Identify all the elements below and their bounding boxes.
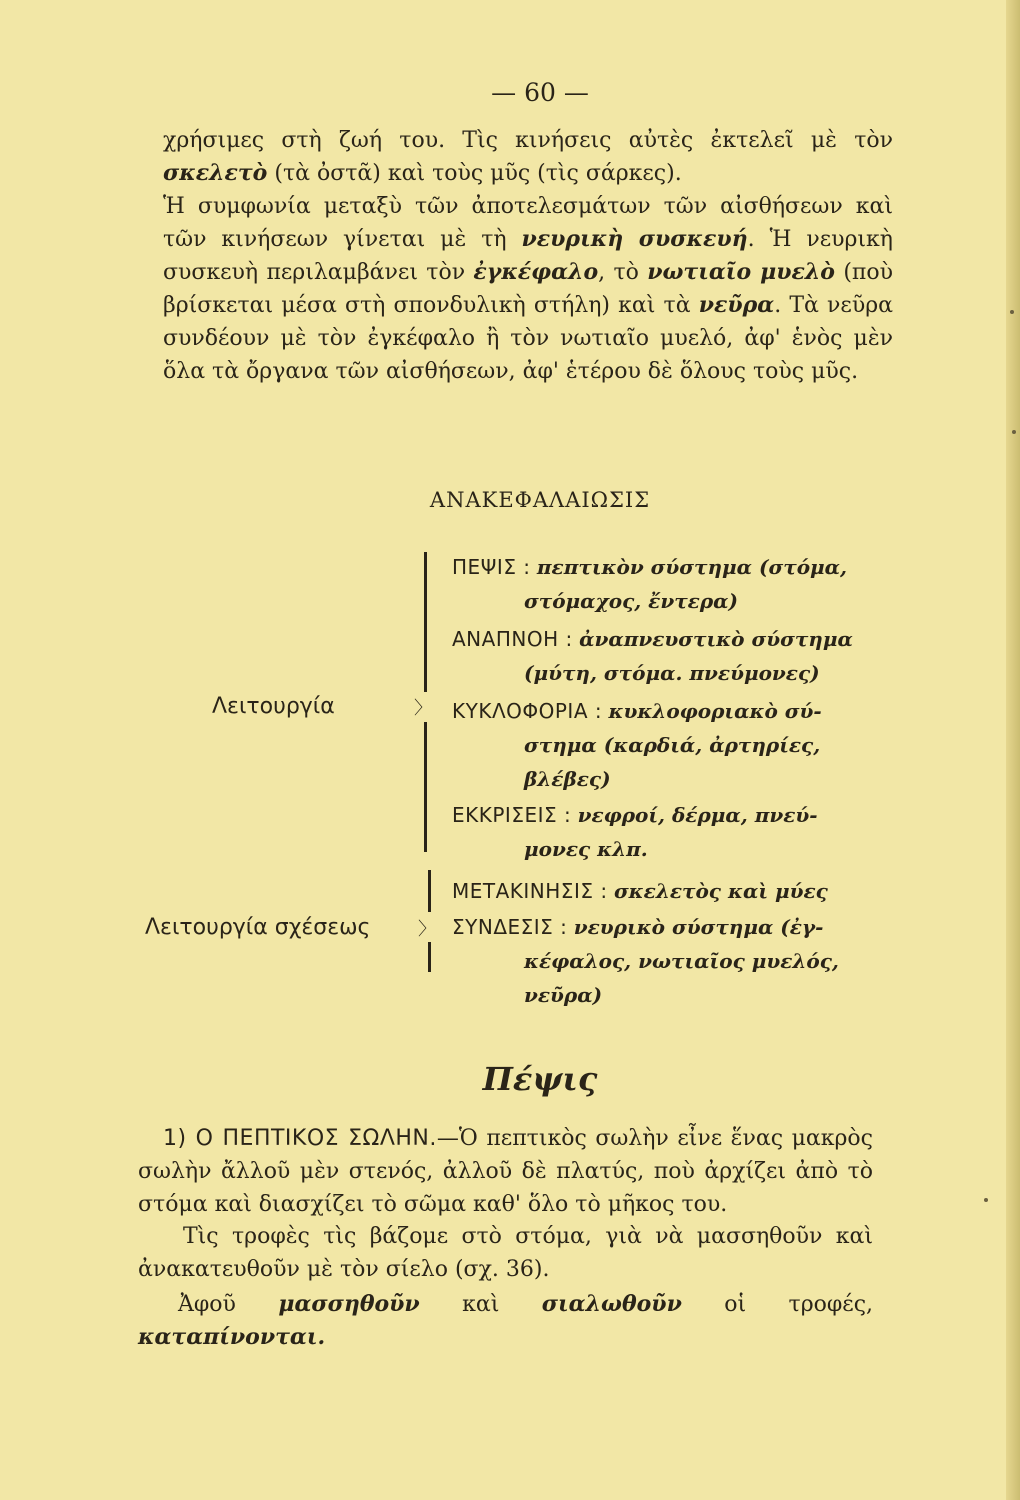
text-run: (ποὺ βρίσκεται μέσα στὴ σπονδυλικὴ στήλη) καὶ τὰ xyxy=(163,260,893,318)
summary-entry-respiration xyxy=(452,622,912,690)
entry-desc: νεφροί, δέρμα, πνεύ- xyxy=(577,803,818,827)
text-run: , τὸ xyxy=(598,260,648,285)
entry-desc: (μύτη, στόμα. πνεύμονες) xyxy=(524,661,820,685)
brace-tip: 〉 xyxy=(418,919,436,940)
brace-top xyxy=(424,552,427,692)
entry-desc: βλέβες) xyxy=(524,767,611,791)
entry-head: ΠΕΨΙΣ : xyxy=(452,555,531,579)
text-run: —Ὁ πεπτικὸς σωλὴν εἶνε ἕνας μακρὸς σωλὴν ἄλλοῦ μὲν στενός, ἀλλοῦ δὲ πλατύς, ποὺ ἀρχίζει ἀπὸ τὸ στόμα καὶ διασχίζει τὸ σῶμα καθ' ὅλο τὸ μῆκος του. xyxy=(138,1126,873,1217)
text-run: Ἡ συμφωνία μεταξὺ τῶν ἀποτελεσμάτων τῶν αἰσθήσεων καὶ τῶν κινήσεων γίνεται μὲ τὴ xyxy=(163,194,893,252)
brace-bottom xyxy=(428,942,431,972)
entry-head: ΕΚΚΡΙΣΕΙΣ : xyxy=(452,803,572,827)
paragraph-nervous-system xyxy=(163,190,893,388)
brace-top xyxy=(428,870,431,912)
entry-head: ΑΝΑΠΝΟΗ : xyxy=(452,627,573,651)
brace-tip: 〉 xyxy=(414,698,432,719)
paper-speck xyxy=(1012,430,1016,434)
text-run: χρήσιμες στὴ ζωή του. Τὶς κινήσεις αὐτὲς ἐκτελεῖ μὲ τὸν xyxy=(163,128,893,153)
emphasis-term: σιαλωθοῦν xyxy=(541,1291,682,1317)
emphasis-term: νωτιαῖο μυελὸ xyxy=(647,259,835,285)
subsection-title: 1) Ο ΠΕΠΤΙΚΟΣ ΣΩΛΗΝ. xyxy=(163,1126,437,1151)
entry-desc: ἀναπνευστικὸ σύστημα xyxy=(579,627,853,651)
entry-head: ΣΥΝΔΕΣΙΣ : xyxy=(452,915,568,939)
summary-entry-circulation xyxy=(452,694,912,796)
emphasis-term: καταπίνονται. xyxy=(138,1324,326,1350)
entry-desc: στημα (καρδιά, ἀρτηρίες, xyxy=(524,733,821,757)
text-run: καὶ xyxy=(419,1292,542,1317)
text-run: . Τὰ νεῦρα συνδέουν μὲ τὸν ἐγκέφαλο ἢ τὸν νωτιαῖο μυελό, ἀφ' ἑνὸς μὲν ὅλα τὰ ὄργανα τῶν αἰσθήσεων, ἀφ' ἑτέρου δὲ ὅλους τοὺς μῦς. xyxy=(163,293,893,384)
emphasis-term: ἐγκέφαλο xyxy=(473,259,599,285)
page-edge xyxy=(1006,0,1020,1500)
entry-head: ΜΕΤΑΚΙΝΗΣΙΣ : xyxy=(452,879,608,903)
function-label: Λειτουργία xyxy=(212,694,335,719)
summary-entry-digestion xyxy=(452,550,912,618)
text-run: . Ἡ νευρικὴ συσκευὴ περιλαμβάνει τὸν xyxy=(163,227,893,285)
entry-desc: νευρικὸ σύστημα (ἐγ- xyxy=(573,915,824,939)
text-run: οἱ τροφές, xyxy=(681,1292,874,1317)
paragraph-swallowing xyxy=(138,1288,873,1354)
entry-desc: κέφαλος, νωτιαῖος μυελός, xyxy=(524,949,839,973)
summary-entry-excretion xyxy=(452,798,912,866)
relation-function-label: Λειτουργία σχέσεως xyxy=(145,915,371,940)
paragraph-skeleton xyxy=(163,124,893,190)
paragraph-digestive-tube xyxy=(138,1122,873,1221)
emphasis-term: νευρικὴ συσκευή xyxy=(521,226,748,252)
entry-desc: σκελετὸς καὶ μύες xyxy=(613,879,828,903)
entry-desc: πεπτικὸν σύστημα (στόμα, xyxy=(536,555,848,579)
paper-speck xyxy=(984,1198,988,1202)
text-run: Ἀφοῦ xyxy=(178,1292,279,1317)
paper-speck xyxy=(1010,310,1014,314)
entry-desc: νεῦρα) xyxy=(524,983,603,1007)
emphasis-term: μασσηθοῦν xyxy=(278,1291,420,1317)
entry-desc: μονες κλπ. xyxy=(524,837,648,861)
entry-desc: στόμαχος, ἔντερα) xyxy=(524,589,738,613)
summary-entry-connection xyxy=(452,910,912,1012)
entry-desc: κυκλοφοριακὸ σύ- xyxy=(608,699,822,723)
entry-head: ΚΥΚΛΟΦΟΡΙΑ : xyxy=(452,699,603,723)
emphasis-term: σκελετὸ xyxy=(163,160,268,186)
brace-bottom xyxy=(424,722,427,852)
paragraph-food-mouth: Τὶς τροφὲς τὶς βάζομε στὸ στόμα, γιὰ νὰ μασσηθοῦν καὶ ἀνακατευθοῦν μὲ τὸν σίελο (σχ. 36). xyxy=(138,1224,873,1282)
page-number: — 60 — xyxy=(491,78,589,107)
section-heading: Πέψις xyxy=(482,1060,598,1098)
text-run: (τὰ ὀστᾶ) καὶ τοὺς μῦς (τὶς σάρκες). xyxy=(267,161,682,186)
summary-title: ΑΝΑΚΕΦΑΛΑΙΩΣΙΣ xyxy=(429,488,651,512)
summary-entry-movement xyxy=(452,874,912,908)
emphasis-term: νεῦρα xyxy=(698,292,775,318)
